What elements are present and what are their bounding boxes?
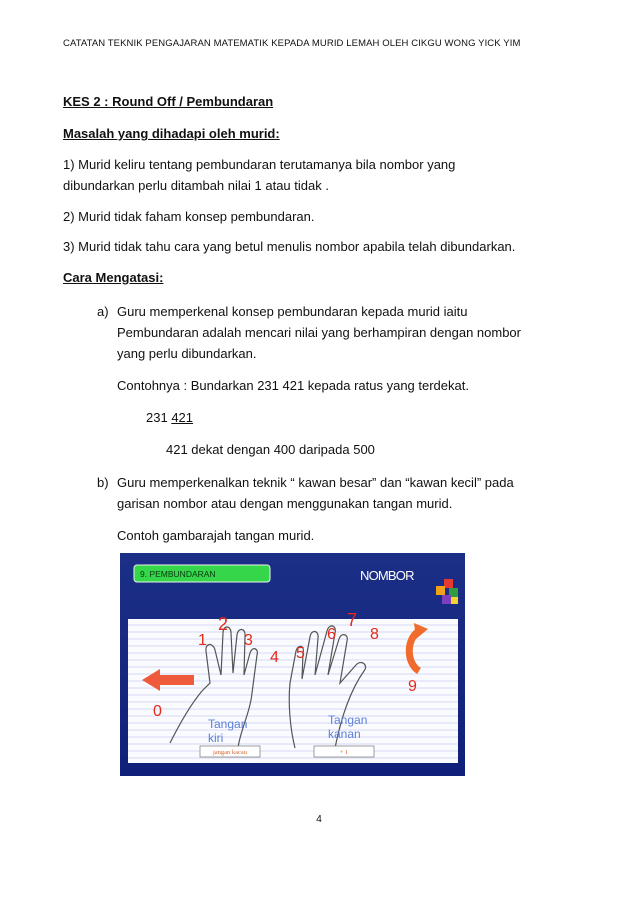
banner-text: 9. PEMBUNDARAN xyxy=(140,569,216,579)
problem-1-line-2: dibundarkan perlu ditambah nilai 1 atau tidak . xyxy=(63,178,329,193)
problem-1-line-1: 1) Murid keliru tentang pembundaran terutamanya bila nombor yang xyxy=(63,157,456,172)
right-box-text: + 1 xyxy=(339,749,349,756)
hand-diagram xyxy=(120,553,465,776)
number-231-421 xyxy=(146,408,193,428)
digit-8: 8 xyxy=(370,626,379,643)
item-a-line-3: yang perlu dibundarkan. xyxy=(117,346,257,361)
item-a-line-1: Guru memperkenal konsep pembundaran kepada murid iaitu xyxy=(117,304,468,319)
item-b-marker: b) xyxy=(97,475,109,490)
item-b-line-1: Guru memperkenalkan teknik “ kawan besar” dan “kawan kecil” pada xyxy=(117,475,514,490)
number-part-421-underlined: 421 xyxy=(171,410,194,425)
slide-title: NOMBOR xyxy=(360,568,414,583)
problem-2: 2) Murid tidak faham konsep pembundaran. xyxy=(63,209,315,224)
case-heading: KES 2 : Round Off / Pembundaran xyxy=(63,94,274,109)
hand-diagram-svg xyxy=(120,553,465,776)
left-hand-label-2: kiri xyxy=(208,731,224,745)
number-part-231: 231 xyxy=(146,410,172,425)
item-a-example: Contohnya : Bundarkan 231 421 kepada ratus yang terdekat. xyxy=(117,378,469,393)
solution-title: Cara Mengatasi: xyxy=(63,270,164,285)
digit-3: 3 xyxy=(244,632,253,649)
digit-6: 6 xyxy=(327,626,336,643)
digit-4: 4 xyxy=(270,649,279,666)
problem-title: Masalah yang dihadapi oleh murid: xyxy=(63,126,280,141)
document-header: CATATAN TEKNIK PENGAJARAN MATEMATIK KEPADA MURID LEMAH OLEH CIKGU WONG YICK YIM xyxy=(63,38,521,49)
digit-1: 1 xyxy=(198,632,207,649)
item-b-line-2: garisan nombor atau dengan menggunakan tangan murid. xyxy=(117,496,453,511)
left-hand-label-1: Tangan xyxy=(208,717,248,731)
right-hand-label-1: Tangan xyxy=(328,713,368,727)
digit-5: 5 xyxy=(296,645,305,662)
item-a-marker: a) xyxy=(97,304,109,319)
digit-7: 7 xyxy=(347,610,358,630)
page-number: 4 xyxy=(316,814,322,825)
digit-9: 9 xyxy=(408,678,417,695)
right-hand-label-2: kanan xyxy=(328,727,361,741)
digit-0: 0 xyxy=(153,703,162,720)
rounding-explanation: 421 dekat dengan 400 daripada 500 xyxy=(166,442,375,457)
item-a-line-2: Pembundaran adalah mencari nilai yang berhampiran dengan nombor xyxy=(117,325,521,340)
digit-2: 2 xyxy=(218,614,229,634)
item-b-example: Contoh gambarajah tangan murid. xyxy=(117,528,315,543)
problem-3: 3) Murid tidak tahu cara yang betul menulis nombor apabila telah dibundarkan. xyxy=(63,239,516,254)
left-box-text: jangan kacau xyxy=(212,749,248,756)
